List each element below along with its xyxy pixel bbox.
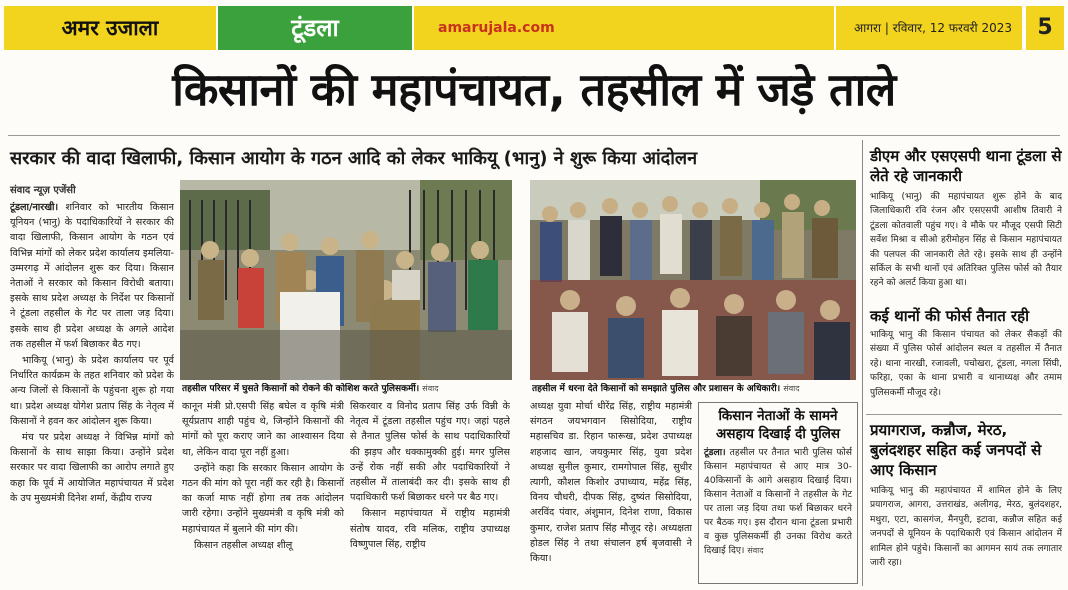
story-column-4 (530, 399, 692, 587)
photo1-caption-text: तहसील परिसर में घुसते किसानों को रोकने की कोशिश करते पुलिसकर्मी। (182, 384, 420, 394)
photo1-caption (182, 383, 512, 395)
sidebar-heading-2: कई थानों की फोर्स तैनात रही (870, 307, 1029, 325)
byline: संवाद न्यूज़ एजेंसी (10, 185, 76, 196)
story-paragraph: अध्यक्ष युवा मोर्चा धीरेंद्र सिंह, राष्ट्रीय महामंत्री संगठन जयभगवान सिसोदिया, राष्ट्रीय महासचिव डा. रिहान फारूख, प्रदेश उपाध्यक्ष शहजाद खान, जयकुमार सिंह, युवा प्रदेश अध्यक्ष सुनील कुमार, रामगोपाल सिंह, सुधीर त्यागी, कौशल किशोर उपाध्याय, महेंद्र सिंह, विनय चौधरी, दीपक सिंह, दुष्यंत सिसोदिया, अरविंद पंवार, अंशुमान, दिनेश राणा, विकास कुमार, राजेश प्रताप सिंह मौजूद रहे। अध्यक्षता होडल सिंह ने तथा संचालन हर्ष बृजवासी ने किया। (530, 401, 692, 565)
photo2-caption-text: तहसील में धरना देते किसानों को समझाते पुलिस और प्रशासन के अधिकारी। (532, 384, 781, 394)
crowd-photo-2 (530, 180, 856, 380)
sidebar-heading-1: डीएम और एसएसपी थाना टूंडला से लेते रहे जानकारी (870, 147, 1062, 185)
sidebar-heading-3: प्रयागराज, कन्नौज, मेरठ, बुलंदशहर सहित कई जनपदों से आए किसान (870, 421, 1042, 479)
edition-name: टूंडला (291, 14, 339, 42)
photo2-credit: संवाद (783, 384, 800, 393)
edition-banner (218, 6, 412, 50)
sidebar-divider (862, 140, 863, 586)
boxed-story (698, 402, 858, 584)
boxed-story-credit: संवाद (747, 546, 764, 555)
crowd-photo-1 (180, 180, 512, 380)
story-column-2 (182, 399, 344, 587)
masthead (4, 6, 1064, 50)
story-paragraph: उन्होंने कहा कि सरकार किसान आयोग के गठन की मांग को पूरा नहीं कर रही है। किसानों का कर्जा माफ नहीं होगा तब तक आंदोलन जारी रहेगा। उन्होंने मुख्यमंत्री व कृषि मंत्री को महापंचायत में बुलाने की मांग की। (182, 462, 344, 535)
story-column-1 (10, 200, 174, 588)
sidebar-body-2: भाकियू भानु की किसान पंचायत को लेकर सैकड़ों की संख्या में पुलिस फोर्स आंदोलन स्थल व तहसील में तैनात रहे। थाना नारखी, रजावली, पचोखरा, टूंडला, नगला सिंघी, फरिहा, एका के थाना प्रभारी व थानाध्यक्ष और तमाम पुलिसकर्मी मौजूद रहे। (870, 330, 1062, 398)
photo2-caption (532, 383, 856, 395)
sidebar-body-3: भाकियू भानु की महापंचायत में शामिल होने के लिए प्रयागराज, आगरा, उत्तराखंड, अलीगढ़, मेरठ, बुलंदशहर, मथुरा, एटा, कासगंज, मैनपुरी, इटावा, कन्नौज सहित कई जनपदों से यूनियन के पदाधिकारी एवं किसान आंदोलन में शामिल होने पहुंचे। किसानों का आगमन सायं तक लगातार जारी रहा। (870, 486, 1062, 569)
site-banner (414, 6, 834, 50)
headline-rule (8, 135, 1060, 136)
story-dateline: टूंडला/नारखी। (10, 202, 59, 213)
site-url: amarujala.com (438, 20, 555, 36)
story-text: शनिवार को भारतीय किसान यूनियन (भानु) के पदाधिकारियों ने सरकार की वादा खिलाफी, किसान आयोग के गठन एवं विभिन्न मांगों को लेकर प्रदेश कार्यालय इमलिया-उम्मरगढ़ में आंदोलन शुरू कर दिया। किसान नेताओं ने सरकार को किसान विरोधी बताया। इसके साथ प्रदेश अध्यक्ष के निर्देश पर किसानों ने टूंडला तहसील के गेट पर ताला जड़ दिया। इसके साथ ही प्रदेश अध्यक्ष के अगले आदेश तक तहसील में फर्श बिछाकर बैठ गए। (10, 202, 174, 350)
boxed-story-text: तहसील पर तैनात भारी पुलिस फोर्स किसान महापंचायत से आए मात्र 30-40किसानों के आगे असहाय दिखाई दिया। किसान नेताओं व किसानों ने तहसील के गेट पर ताला जड़ दिया तथा फर्श बिछाकर धरने पर बैठक गए। इस दौरान थाना टूंडला प्रभारी व कुछ पुलिसकर्मी ही उनका विरोध करते दिखाई दिए। (704, 447, 852, 556)
page-number-box (1024, 6, 1064, 50)
sidebar-body-1: भाकियू (भानु) की महापंचायत शुरू होने के बाद जिलाधिकारी रवि रंजन और एसएसपी आशीष तिवारी ने टूंडला कोतवाली पहुंच गए। वे मौके पर मौजूद एसपी सिटी सर्वेश मिश्रा व सीओ हरीमोहन सिंह से किसान महापंचायत की पलपल की जानकारी लेते रहे। इसके साथ ही उन्होंने सर्किल के सभी थानों एवं अतिरिक्त पुलिस फोर्स को तैयार रहने को अलर्ट किया हुआ था। (870, 192, 1062, 289)
dateline-banner (836, 6, 1022, 50)
story-paragraph: मंच पर प्रदेश अध्यक्ष ने विभिन्न मांगों को किसानों के साथ साझा किया। उन्होंने प्रदेश सरकार पर वादा खिलाफी का आरोप लगाते हुए कहा कि पूर्व में आयोजित महापंचायत में प्रदेश के उप मुख्यमंत्री दिनेश शर्मा, केंद्रीय राज्य (10, 432, 174, 504)
story-paragraph: सिकरवार व विनोद प्रताप सिंह उर्फ विन्नी के नेतृत्व में टूंडला तहसील पहुंच गए। जहां पहले से तैनात पुलिस फोर्स के साथ पदाधिकारियों की झड़प और धक्कामुक्की हुई। मगर पुलिस उन्हें रोक नहीं सकी और पदाधिकारियों ने तहसील में तालाबंदी कर दी। इसके साथ ही पदाधिकारी फर्श बिछाकर धरने पर बैठ गए। (350, 401, 510, 504)
story-column-3 (350, 399, 510, 587)
photo1-credit: संवाद (422, 384, 439, 393)
story-paragraph: कानून मंत्री प्रो.एसपी सिंह बघेल व कृषि मंत्री सूर्यप्रताप शाही पहुंच थे, जिन्होंने किसानों की मांगों को पूरा कराए जाने का आश्वासन दिया था, लेकिन वादा पूरा नहीं हुआ। (182, 401, 344, 458)
dateline: आगरा | रविवार, 12 फरवरी 2023 (854, 21, 1012, 35)
story-paragraph: किसान महापंचायत में राष्ट्रीय महामंत्री संतोष यादव, रवि मलिक, राष्ट्रीय उपाध्यक्ष विष्णुपाल सिंह, राष्ट्रीय (350, 508, 510, 550)
main-headline: किसानों की महापंचायत, तहसील में जड़े ताले (172, 63, 896, 116)
boxed-story-body (699, 443, 857, 561)
story-paragraph (10, 200, 174, 352)
photo-sit-in-protest (530, 180, 856, 380)
sidebar-rule (866, 414, 1062, 415)
brand-logo (4, 6, 216, 50)
boxed-story-dateline: टूंडला। (704, 447, 726, 458)
boxed-story-heading: किसान नेताओं के सामने असहाय दिखाई दी पुलिस (716, 408, 840, 442)
story-paragraph: किसान तहसील अध्यक्ष शीलू (194, 539, 293, 551)
story-paragraph: भाकियू (भानु) के प्रदेश कार्यालय पर पूर्व निर्धारित कार्यक्रम के तहत शनिवार को प्रदेश के अन्य जिलों से किसानों के पहुंचना शुरू हो गया था। प्रदेश अध्यक्ष योगेश प्रताप सिंह के नेतृत्व में किसानों ने हवन कर आंदोलन शुरू किया। (10, 355, 174, 427)
brand-name: अमर उजाला (61, 16, 159, 40)
photo-police-stopping-farmers (180, 180, 512, 380)
subheadline: सरकार की वादा खिलाफी, किसान आयोग के गठन आदि को लेकर भाकियू (भानु) ने शुरू किया आंदोलन (10, 148, 698, 169)
page-number: 5 (1037, 15, 1053, 40)
